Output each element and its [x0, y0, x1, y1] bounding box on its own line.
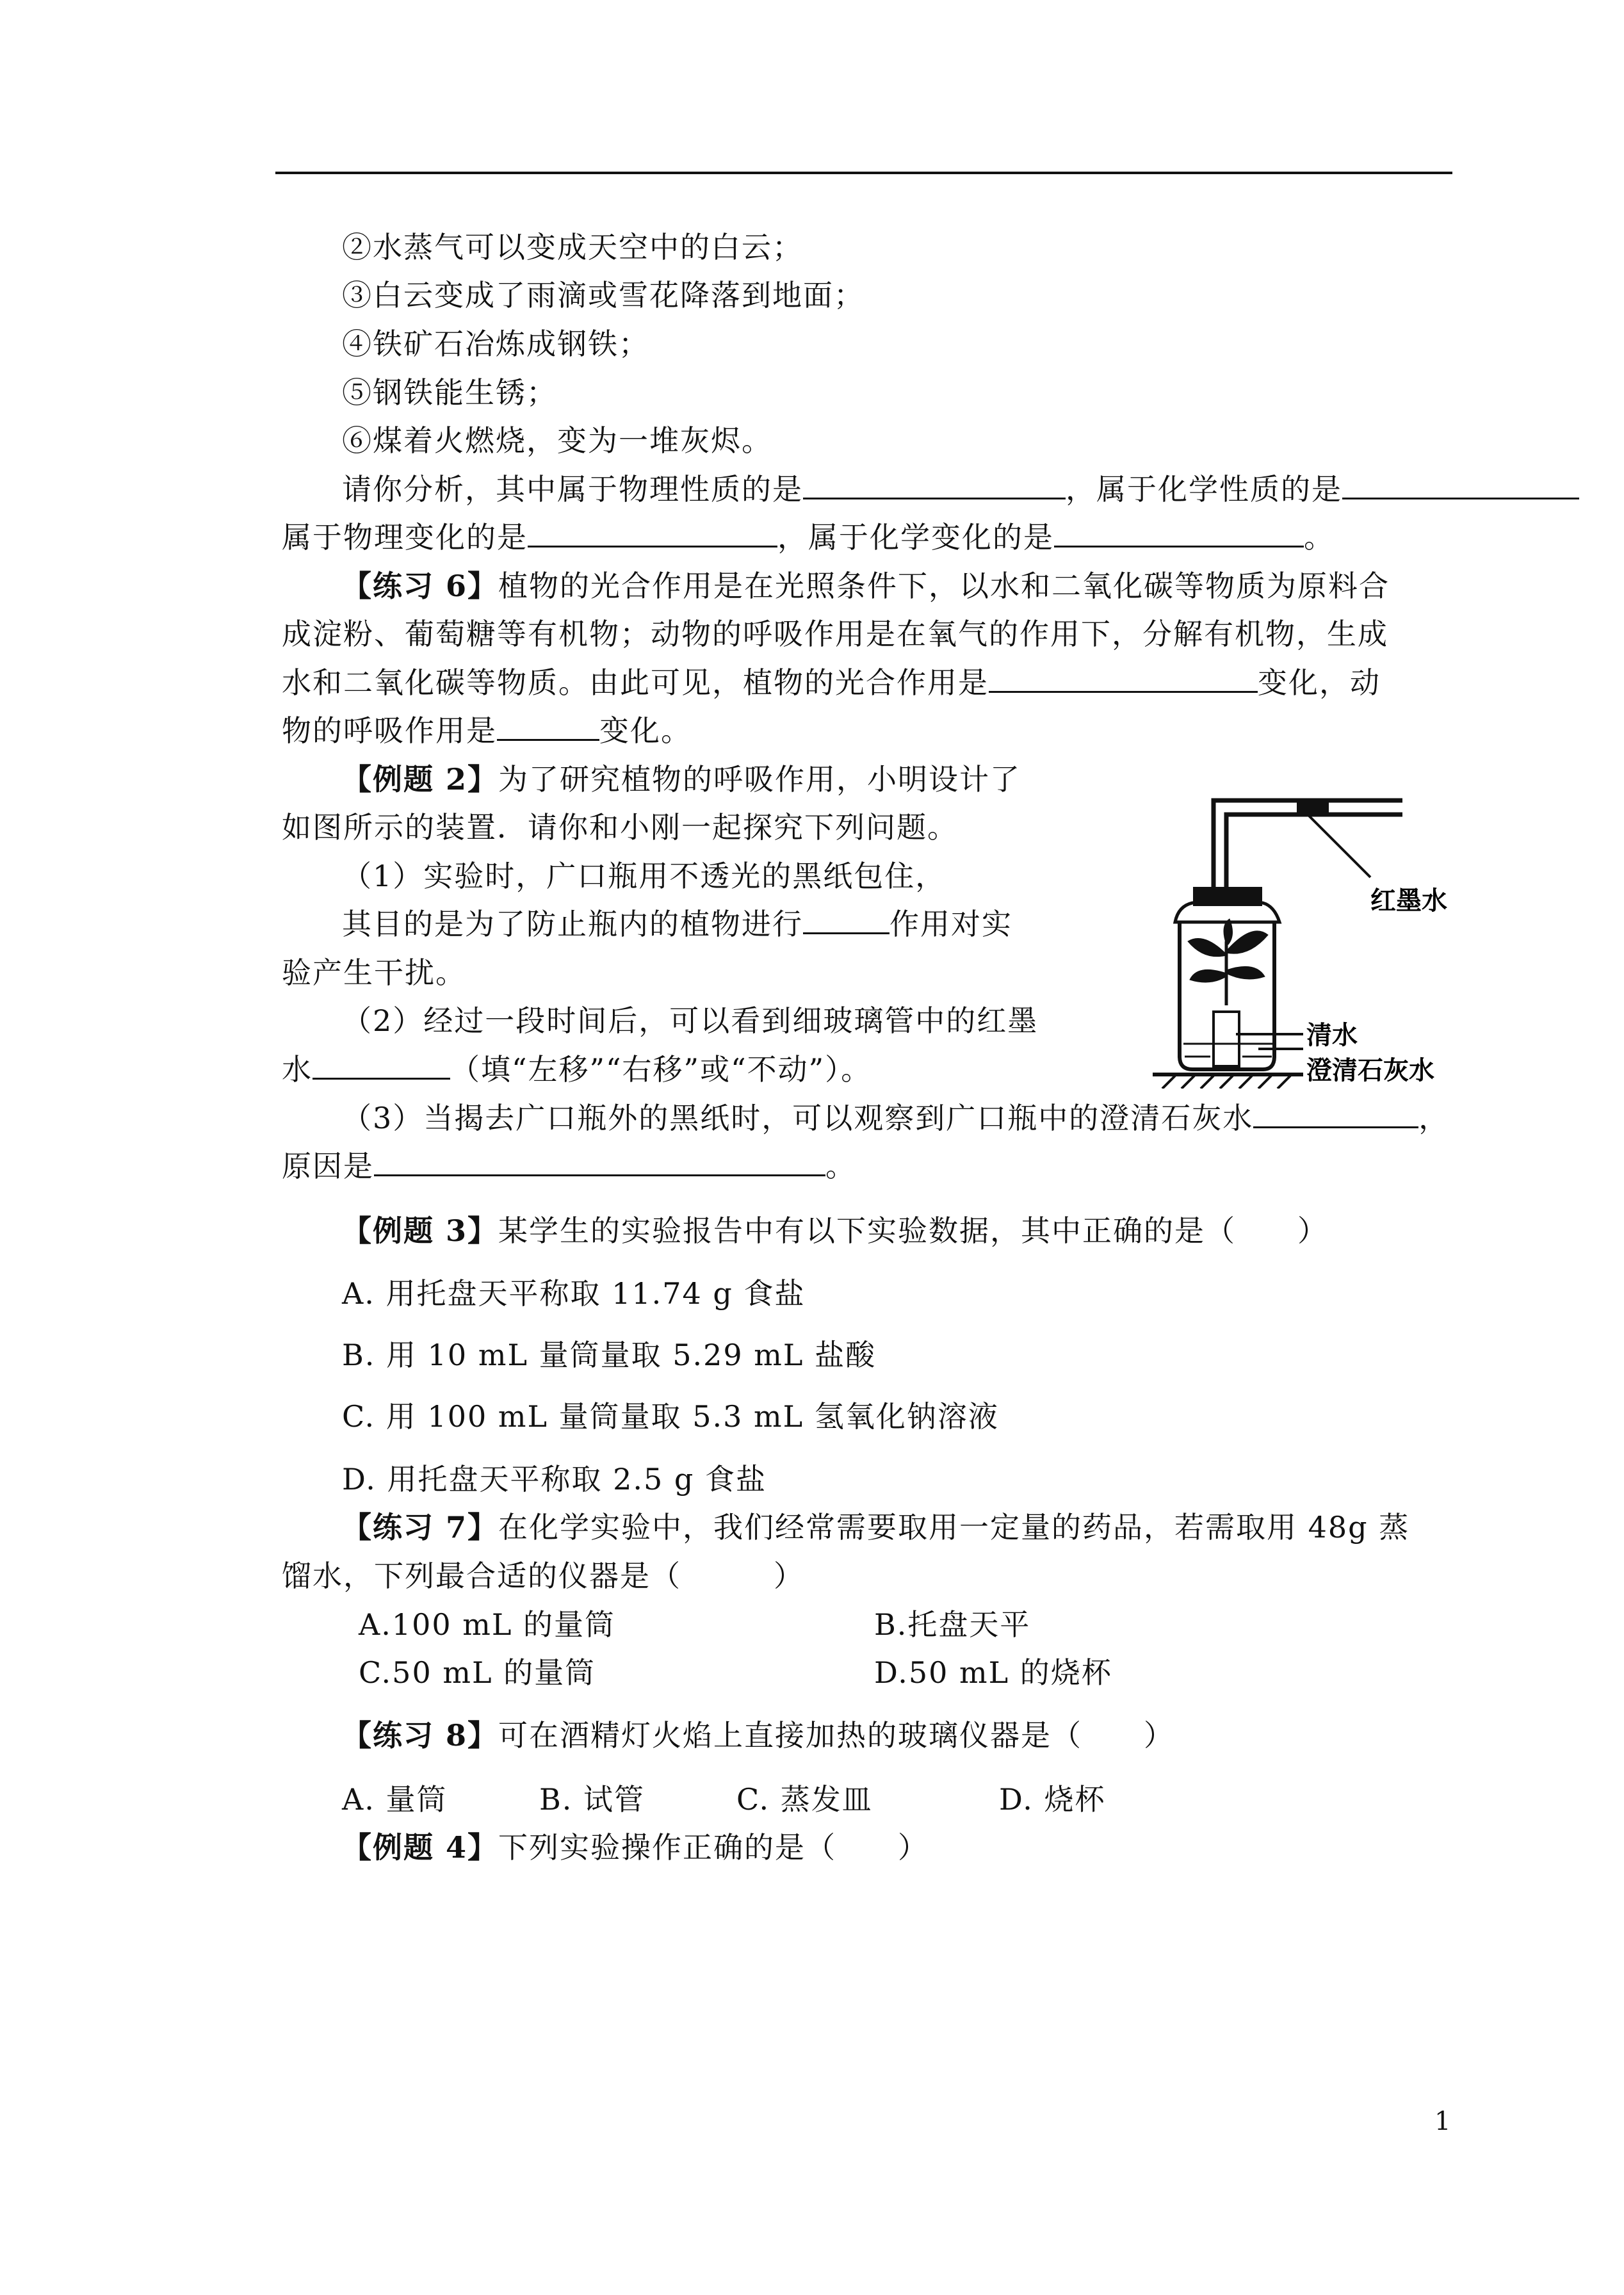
- exercise-7-tag: 【练习 7】: [342, 1510, 499, 1545]
- respiration-apparatus-figure: [1082, 788, 1473, 1089]
- answer-blank[interactable]: [803, 471, 1066, 499]
- answer-blank[interactable]: [989, 664, 1258, 693]
- example-2-line-1: [342, 760, 1021, 799]
- answer-blank[interactable]: [374, 1148, 825, 1176]
- exercise-7-option-a: A.100 mL 的量筒: [359, 1607, 616, 1642]
- analysis-line-2: [282, 518, 1335, 556]
- answer-blank[interactable]: [528, 519, 777, 547]
- answer-blank[interactable]: [1054, 519, 1304, 547]
- example-2-q1-line-1: （1）实验时，广口瓶用不透光的黑纸包住，: [342, 859, 946, 893]
- example-3-option-d: D. 用托盘天平称取 2.5 g 食盐: [342, 1462, 767, 1496]
- exercise-6-text-6: 变化。: [599, 713, 692, 748]
- exercise-6-line-3: [282, 663, 1381, 702]
- example-2-q3-line-2: [282, 1147, 856, 1185]
- header-rule: [275, 172, 1452, 174]
- example-3-option-a: A. 用托盘天平称取 11.74 g 食盐: [342, 1276, 806, 1311]
- example-2-text: 为了研究植物的呼吸作用，小明设计了: [498, 762, 1021, 797]
- exercise-8-option-b: B. 试管: [539, 1782, 646, 1817]
- example-2-q2-text-2: （填“左移”“右移”或“不动”）。: [450, 1052, 872, 1087]
- page-number: 1: [1434, 2107, 1451, 2136]
- analysis-text-5: 。: [1304, 520, 1335, 555]
- exercise-6-text-4: 变化，动: [1258, 665, 1381, 700]
- label-clear-water: 清水: [1306, 1021, 1358, 1050]
- example-2-q1-text-2: 作用对实: [889, 907, 1012, 941]
- answer-blank[interactable]: [313, 1051, 450, 1080]
- example-2-q1-text: 其目的是为了防止瓶内的植物进行: [342, 907, 803, 941]
- answer-blank[interactable]: [497, 712, 599, 741]
- example-2-q3-text: （3）当揭去广口瓶外的黑纸时，可以观察到广口瓶中的澄清石灰水: [342, 1101, 1254, 1135]
- exercise-6-line-4: [282, 711, 692, 750]
- example-2-q2-line-1: （2）经过一段时间后，可以看到细玻璃管中的红墨: [342, 1003, 1039, 1038]
- analysis-line-1: [342, 470, 1579, 508]
- exercise-8-option-a: A. 量筒: [342, 1782, 448, 1817]
- example-2-q2-line-2: [282, 1050, 872, 1089]
- example-2-q1-line-2: [342, 905, 1012, 943]
- example-4-line-1: [342, 1828, 929, 1867]
- exercise-6-text-5: 物的呼吸作用是: [282, 713, 497, 748]
- label-red-ink: 红墨水: [1370, 886, 1447, 916]
- example-2-q2-text: 水: [282, 1052, 313, 1087]
- example-2-q1-line-3: 验产生干扰。: [282, 955, 466, 990]
- example-4-tag: 【例题 4】: [342, 1830, 499, 1865]
- analysis-text-4: ，属于化学变化的是: [777, 520, 1054, 555]
- exercise-8-option-c: C. 蒸发皿: [736, 1782, 873, 1817]
- example-2-q3-line-1: [342, 1099, 1449, 1137]
- item-4: ④铁矿石冶炼成钢铁；: [342, 327, 649, 361]
- exercise-6-text: 植物的光合作用是在光照条件下，以水和二氧化碳等物质为原料合: [498, 569, 1390, 603]
- example-2-q3-text-2: ，: [1418, 1101, 1450, 1135]
- exercise-7-line-1: [342, 1508, 1409, 1546]
- exercise-8-line-1: [342, 1716, 1174, 1755]
- example-3-tag: 【例题 3】: [342, 1213, 499, 1248]
- example-3-option-c: C. 用 100 mL 量筒量取 5.3 mL 氢氧化钠溶液: [342, 1399, 999, 1434]
- exercise-8-text: 可在酒精灯火焰上直接加热的玻璃仪器是（ ）: [498, 1718, 1175, 1753]
- item-3: ③白云变成了雨滴或雪花降落到地面；: [342, 278, 865, 312]
- example-3-line-1: [342, 1212, 1328, 1250]
- analysis-text-2: ，属于化学性质的是: [1066, 472, 1342, 507]
- exercise-6-text-3: 水和二氧化碳等物质。由此可见，植物的光合作用是: [282, 665, 989, 700]
- exercise-6-line-2: 成淀粉、葡萄糖等有机物；动物的呼吸作用是在氧气的作用下，分解有机物，生成: [282, 617, 1388, 651]
- analysis-text-1: 请你分析，其中属于物理性质的是: [342, 472, 803, 507]
- exercise-8-option-d: D. 烧杯: [999, 1782, 1106, 1817]
- answer-blank[interactable]: [1342, 471, 1579, 499]
- example-2-q3-text-3: 原因是: [282, 1149, 374, 1183]
- example-3-option-b: B. 用 10 mL 量筒量取 5.29 mL 盐酸: [342, 1338, 877, 1372]
- example-4-text: 下列实验操作正确的是（ ）: [498, 1830, 929, 1865]
- answer-blank[interactable]: [803, 905, 889, 934]
- exercise-8-tag: 【练习 8】: [342, 1718, 499, 1753]
- example-3-text: 某学生的实验报告中有以下实验数据，其中正确的是（ ）: [498, 1213, 1329, 1248]
- example-2-line-2: 如图所示的装置．请你和小刚一起探究下列问题。: [282, 810, 958, 845]
- exercise-6-line-1: [342, 567, 1390, 605]
- exercise-7-text: 在化学实验中，我们经常需要取用一定量的药品，若需取用 48g 蒸: [498, 1510, 1410, 1545]
- example-2-tag: 【例题 2】: [342, 762, 499, 797]
- exercise-7-option-b: B.托盘天平: [874, 1607, 1031, 1642]
- analysis-text-3: 属于物理变化的是: [282, 520, 528, 555]
- example-2-q3-text-4: 。: [825, 1149, 856, 1183]
- item-6: ⑥煤着火燃烧，变为一堆灰烬。: [342, 423, 772, 458]
- exercise-6-tag: 【练习 6】: [342, 569, 499, 603]
- item-2: ②水蒸气可以变成天空中的白云；: [342, 230, 803, 264]
- exercise-7-option-d: D.50 mL 的烧杯: [874, 1655, 1112, 1690]
- answer-blank[interactable]: [1253, 1099, 1418, 1128]
- label-limewater: 澄清石灰水: [1306, 1056, 1434, 1085]
- item-5: ⑤钢铁能生锈；: [342, 375, 557, 410]
- exercise-7-line-2: 馏水，下列最合适的仪器是（ ）: [282, 1559, 804, 1593]
- exercise-7-option-c: C.50 mL 的量筒: [359, 1655, 596, 1690]
